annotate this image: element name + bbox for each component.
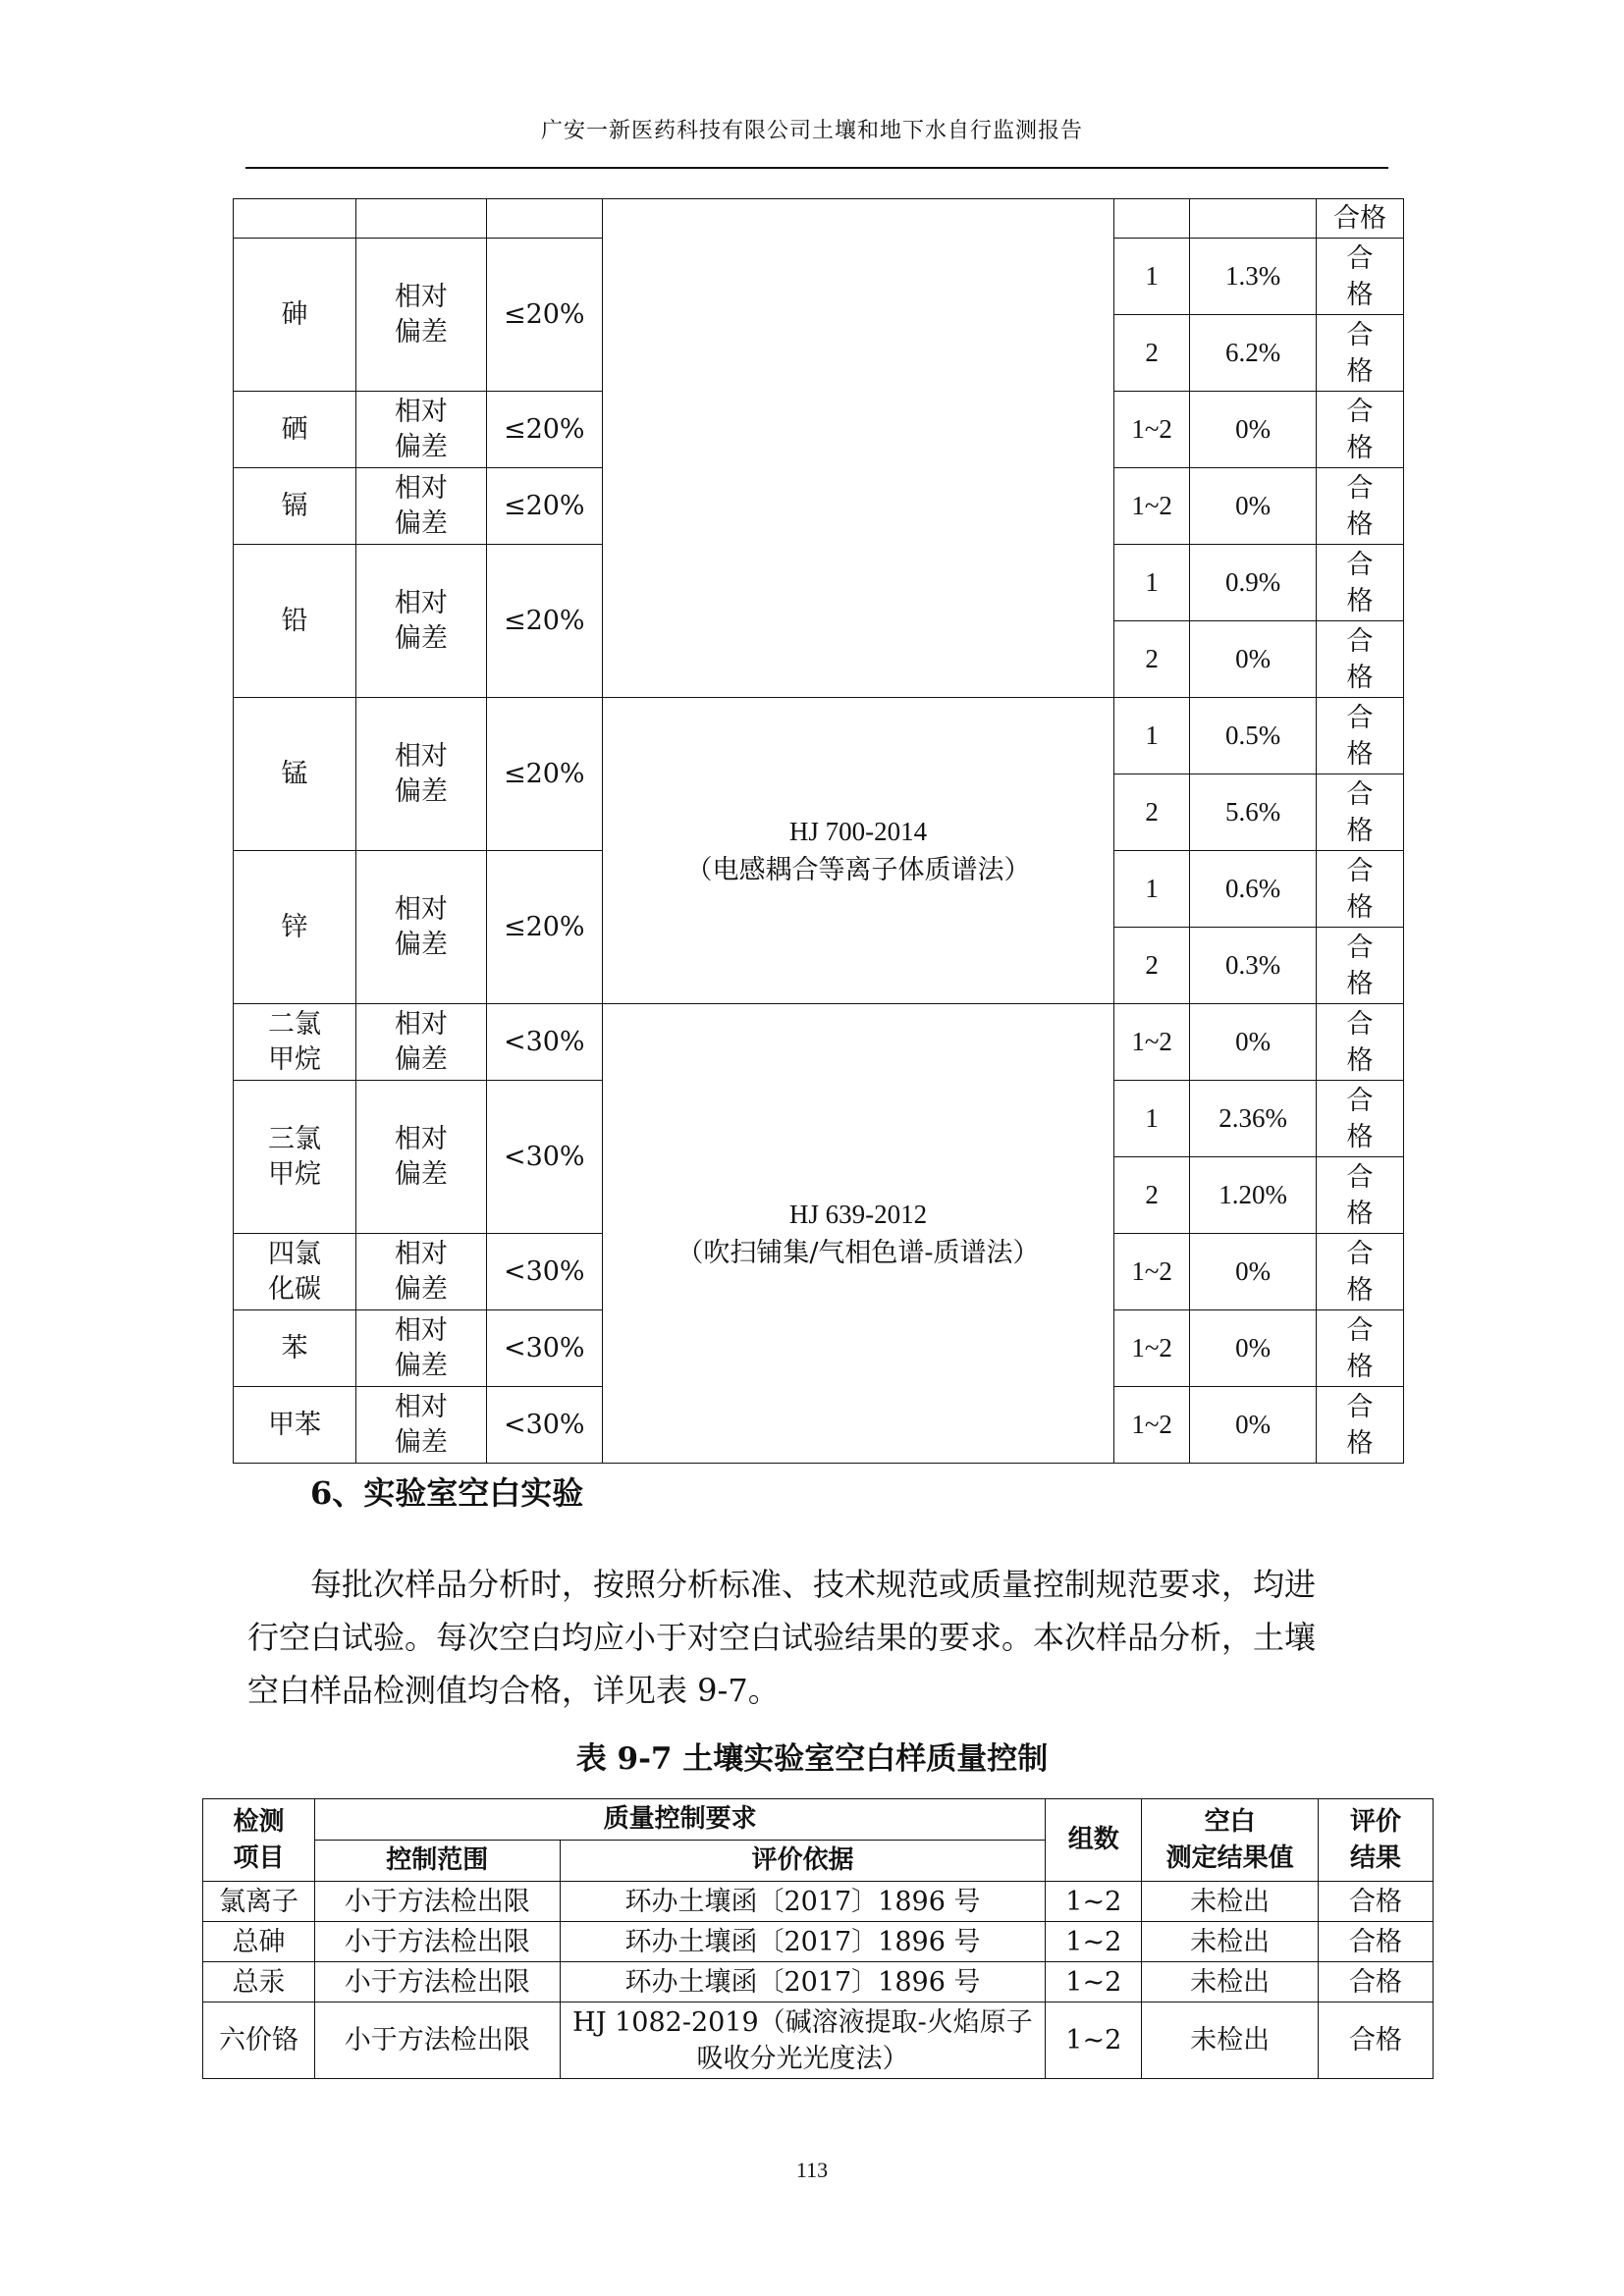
indicator-text: 相对偏差 <box>394 1008 448 1075</box>
group-cell: 2 <box>1114 315 1190 392</box>
indicator-text: 相对偏差 <box>394 893 448 960</box>
value-cell: 0% <box>1190 621 1317 698</box>
indicator-text: 相对偏差 <box>394 396 448 462</box>
result-cell: 合格 <box>1319 1962 1434 2002</box>
result-text: 合格 <box>1346 625 1374 693</box>
method-name: （电感耦合等离子体质谱法） <box>685 854 1031 885</box>
header-eval <box>1319 1799 1434 1882</box>
indicator-text: 相对偏差 <box>394 1391 448 1458</box>
element-text: 二氯甲烷 <box>267 1008 321 1075</box>
limit-cell: ≤20% <box>486 239 602 392</box>
header-groups: 组数 <box>1046 1799 1142 1882</box>
indicator-cell <box>355 545 486 698</box>
indicator-cell <box>355 1004 486 1081</box>
indicator-cell <box>355 1234 486 1310</box>
range-cell: 小于方法检出限 <box>314 1962 560 2002</box>
item-cell: 六价铬 <box>203 2002 315 2079</box>
value-cell: 0% <box>1190 1234 1317 1310</box>
result-text: 合格 <box>1346 932 1374 999</box>
result-cell <box>1317 545 1404 621</box>
limit-cell: <30% <box>486 1234 602 1310</box>
limit-cell: <30% <box>486 1004 602 1081</box>
groups-cell: 1~2 <box>1046 1962 1142 2002</box>
table-caption: 表 9-7 土壤实验室空白样质量控制 <box>575 1741 1049 1777</box>
value-cell: 0.6% <box>1190 851 1317 928</box>
result-cell <box>1317 1081 1404 1157</box>
header-item <box>203 1799 315 1882</box>
result-text: 合格 <box>1346 702 1374 770</box>
value-cell: 1.3% <box>1190 239 1317 315</box>
page-number: 113 <box>795 2158 829 2182</box>
item-cell: 总汞 <box>203 1962 315 2002</box>
limit-cell: ≤20% <box>486 392 602 468</box>
result-cell: 合格 <box>1319 2002 1434 2079</box>
report-header-title: 广安一新医药科技有限公司土壤和地下水自行监测报告 <box>540 119 1083 143</box>
value-cell: 5.6% <box>1190 774 1317 851</box>
item-cell: 氯离子 <box>203 1882 315 1922</box>
element-cell: 锌 <box>234 851 356 1004</box>
table-cell <box>1190 199 1317 239</box>
result-text: 合格 <box>1346 396 1374 463</box>
table-row <box>203 1962 1434 2002</box>
range-cell: 小于方法检出限 <box>314 2002 560 2079</box>
header-text: 项目 <box>233 1842 285 1873</box>
element-cell: 甲苯 <box>234 1387 356 1464</box>
table-row <box>234 199 1404 239</box>
blank-cell: 未检出 <box>1142 1922 1319 1962</box>
value-cell: 0.5% <box>1190 698 1317 774</box>
element-text: 四氯化碳 <box>267 1238 321 1305</box>
table-cell <box>355 199 486 239</box>
group-cell: 2 <box>1114 928 1190 1004</box>
result-cell: 合格 <box>1317 199 1404 239</box>
result-text: 合格 <box>1346 1085 1374 1152</box>
value-cell: 0.3% <box>1190 928 1317 1004</box>
result-cell <box>1317 1310 1404 1387</box>
value-cell: 2.36% <box>1190 1081 1317 1157</box>
parallel-sample-qc-table <box>233 198 1404 1464</box>
group-cell: 2 <box>1114 621 1190 698</box>
header-blank <box>1142 1799 1319 1882</box>
table-header-row <box>203 1799 1434 1841</box>
value-cell: 0% <box>1190 392 1317 468</box>
group-cell: 1 <box>1114 698 1190 774</box>
table-row <box>203 1922 1434 1962</box>
blank-cell: 未检出 <box>1142 1882 1319 1922</box>
method-cell <box>602 698 1113 1004</box>
element-cell: 苯 <box>234 1310 356 1387</box>
indicator-cell <box>355 698 486 851</box>
element-text: 三氯甲烷 <box>267 1123 321 1190</box>
result-text: 合格 <box>1346 1161 1374 1229</box>
indicator-text: 相对偏差 <box>394 472 448 539</box>
element-cell <box>234 1234 356 1310</box>
result-cell: 合格 <box>1319 1922 1434 1962</box>
method-cell <box>602 1004 1113 1464</box>
table-cell <box>486 199 602 239</box>
value-cell: 0% <box>1190 1004 1317 1081</box>
indicator-cell <box>355 1310 486 1387</box>
basis-cell <box>560 2002 1046 2079</box>
paragraph-line: 每批次样品分析时，按照分析标准、技术规范或质量控制规范要求，均进 <box>310 1566 1317 1603</box>
table-cell <box>1114 199 1190 239</box>
paragraph-line: 空白样品检测值均合格，详见表 9-7。 <box>247 1672 780 1709</box>
result-cell <box>1317 1234 1404 1310</box>
indicator-cell <box>355 392 486 468</box>
result-cell <box>1317 239 1404 315</box>
indicator-cell <box>355 851 486 1004</box>
result-text: 合格 <box>1346 778 1374 846</box>
group-cell: 1~2 <box>1114 1310 1190 1387</box>
groups-cell: 1~2 <box>1046 2002 1142 2079</box>
value-cell: 0% <box>1190 468 1317 545</box>
result-cell <box>1317 928 1404 1004</box>
header-qc: 质量控制要求 <box>314 1799 1045 1841</box>
range-cell: 小于方法检出限 <box>314 1922 560 1962</box>
basis-text: 吸收分光光度法） <box>696 2043 909 2074</box>
section-heading: 6、实验室空白实验 <box>310 1474 584 1512</box>
indicator-text: 相对偏差 <box>394 1123 448 1190</box>
element-cell: 镉 <box>234 468 356 545</box>
result-cell <box>1317 851 1404 928</box>
blank-cell: 未检出 <box>1142 2002 1319 2079</box>
value-cell: 0% <box>1190 1387 1317 1464</box>
element-cell: 铅 <box>234 545 356 698</box>
result-cell <box>1317 621 1404 698</box>
indicator-text: 相对偏差 <box>394 281 448 347</box>
result-cell <box>1317 315 1404 392</box>
blank-sample-qc-table <box>202 1798 1434 2079</box>
header-basis: 评价依据 <box>560 1841 1046 1882</box>
result-cell <box>1317 1387 1404 1464</box>
result-cell: 合格 <box>1319 1882 1434 1922</box>
indicator-cell <box>355 239 486 392</box>
element-cell <box>234 1081 356 1234</box>
method-code: HJ 639-2012 <box>788 1199 928 1229</box>
value-cell: 0.9% <box>1190 545 1317 621</box>
group-cell: 1~2 <box>1114 1004 1190 1081</box>
header-text: 检测 <box>233 1806 285 1837</box>
range-cell: 小于方法检出限 <box>314 1882 560 1922</box>
group-cell: 1 <box>1114 851 1190 928</box>
method-name: （吹扫铺集/气相色谱-质谱法） <box>677 1237 1040 1268</box>
table-row <box>203 1882 1434 1922</box>
group-cell: 1~2 <box>1114 1234 1190 1310</box>
result-cell <box>1317 392 1404 468</box>
result-cell <box>1317 774 1404 851</box>
element-cell: 锰 <box>234 698 356 851</box>
table-cell <box>234 199 356 239</box>
groups-cell: 1~2 <box>1046 1922 1142 1962</box>
group-cell: 2 <box>1114 1157 1190 1234</box>
result-text: 合格 <box>1346 1238 1374 1306</box>
result-text: 合格 <box>1346 1008 1374 1076</box>
indicator-text: 相对偏差 <box>394 587 448 654</box>
header-text: 测定结果值 <box>1165 1842 1294 1873</box>
group-cell: 1 <box>1114 239 1190 315</box>
result-text: 合格 <box>1346 1314 1374 1382</box>
group-cell: 1 <box>1114 1081 1190 1157</box>
groups-cell: 1~2 <box>1046 1882 1142 1922</box>
limit-cell: ≤20% <box>486 468 602 545</box>
value-cell: 6.2% <box>1190 315 1317 392</box>
value-cell: 0% <box>1190 1310 1317 1387</box>
value-cell: 1.20% <box>1190 1157 1317 1234</box>
limit-cell: ≤20% <box>486 851 602 1004</box>
paragraph-line: 行空白试验。每次空白均应小于对空白试验结果的要求。本次样品分析，土壤 <box>247 1619 1317 1656</box>
element-cell: 硒 <box>234 392 356 468</box>
limit-cell: <30% <box>486 1081 602 1234</box>
limit-cell: <30% <box>486 1387 602 1464</box>
table-row <box>234 1004 1404 1081</box>
indicator-text: 相对偏差 <box>394 1238 448 1305</box>
basis-cell: 环办土壤函〔2017〕1896 号 <box>560 1922 1046 1962</box>
item-cell: 总砷 <box>203 1922 315 1962</box>
result-text: 合格 <box>1346 472 1374 540</box>
limit-cell: ≤20% <box>486 698 602 851</box>
basis-text: HJ 1082-2019（碱溶液提取-火焰原子 <box>572 2006 1033 2038</box>
indicator-cell <box>355 468 486 545</box>
group-cell: 1~2 <box>1114 392 1190 468</box>
method-cell-continued <box>602 199 1113 698</box>
result-text: 合格 <box>1346 1391 1374 1459</box>
header-range: 控制范围 <box>314 1841 560 1882</box>
result-text: 合格 <box>1346 242 1374 310</box>
header-text: 结果 <box>1350 1842 1402 1873</box>
limit-cell: <30% <box>486 1310 602 1387</box>
group-cell: 1~2 <box>1114 468 1190 545</box>
group-cell: 1~2 <box>1114 1387 1190 1464</box>
group-cell: 2 <box>1114 774 1190 851</box>
result-cell <box>1317 1157 1404 1234</box>
basis-cell: 环办土壤函〔2017〕1896 号 <box>560 1882 1046 1922</box>
table-row <box>203 2002 1434 2079</box>
result-text: 合格 <box>1346 549 1374 616</box>
result-cell <box>1317 1004 1404 1081</box>
element-cell: 砷 <box>234 239 356 392</box>
indicator-text: 相对偏差 <box>394 740 448 807</box>
header-text: 空白 <box>1204 1806 1256 1837</box>
indicator-text: 相对偏差 <box>394 1314 448 1381</box>
result-cell <box>1317 468 1404 545</box>
result-text: 合格 <box>1346 319 1374 387</box>
group-cell: 1 <box>1114 545 1190 621</box>
header-divider <box>245 167 1388 169</box>
element-cell <box>234 1004 356 1081</box>
indicator-cell <box>355 1081 486 1234</box>
method-code: HJ 700-2014 <box>788 816 928 846</box>
table-row <box>234 698 1404 774</box>
header-text: 评价 <box>1350 1806 1402 1837</box>
indicator-cell <box>355 1387 486 1464</box>
result-cell <box>1317 698 1404 774</box>
blank-cell: 未检出 <box>1142 1962 1319 2002</box>
limit-cell: ≤20% <box>486 545 602 698</box>
result-text: 合格 <box>1346 855 1374 923</box>
basis-cell: 环办土壤函〔2017〕1896 号 <box>560 1962 1046 2002</box>
